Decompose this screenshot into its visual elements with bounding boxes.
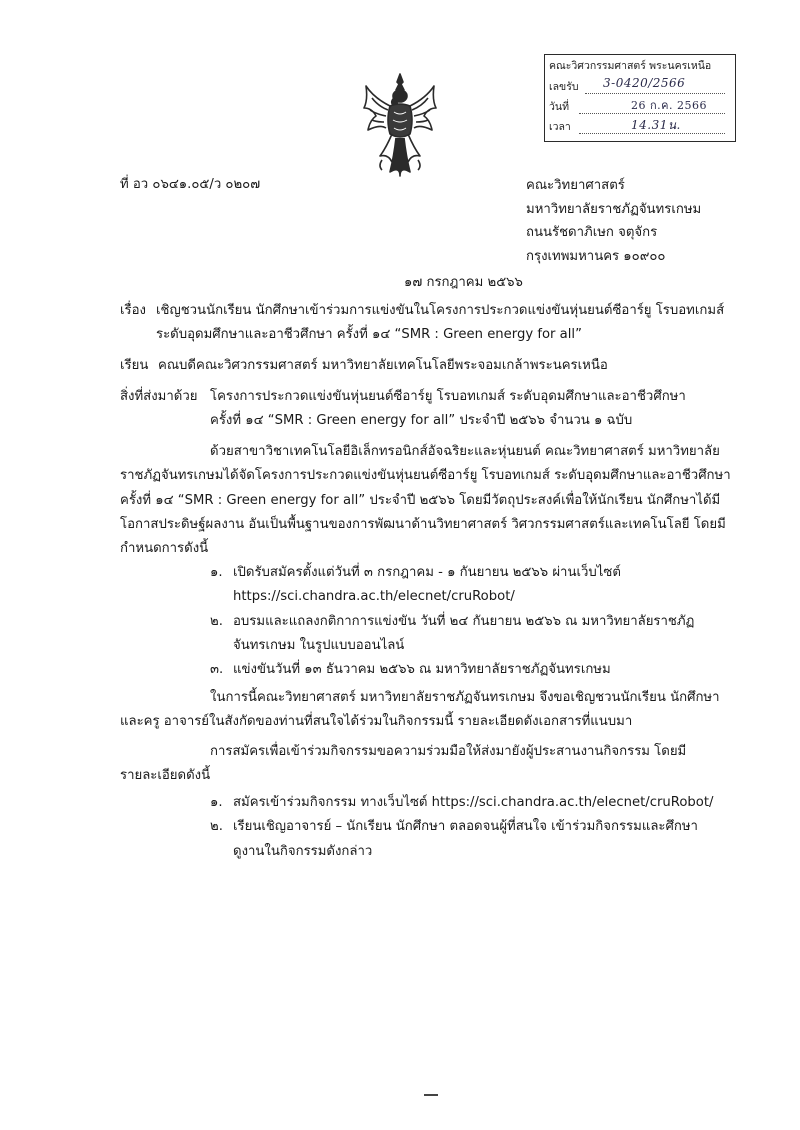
subject-line-1: เชิญชวนนักเรียน นักศึกษาเข้าร่วมการแข่งขันในโครงการประกวดแข่งขันหุ่นยนต์ซีอาร์ยู โรบอทเกมส์: [156, 303, 725, 318]
enclosure-line-1: โครงการประกวดแข่งขันหุ่นยนต์ซีอาร์ยู โรบอทเกมส์ ระดับอุดมศึกษาและอาชีวศึกษา: [210, 389, 686, 404]
stamp-date-value: 26 ก.ค. 2566: [631, 99, 707, 112]
apply-item-line: ดูงานในกิจกรรมดังกล่าว: [233, 843, 373, 859]
stamp-receive-label: เลขรับ: [549, 81, 579, 93]
body-line: การสมัครเพื่อเข้าร่วมกิจกรรมขอความร่วมมือให้ส่งมายังผู้ประสานงานกิจกรรม โดยมี: [210, 744, 687, 759]
schedule-item-line: เปิดรับสมัครตั้งแต่วันที่ ๓ กรกฎาคม - ๑ กันยายน ๒๕๖๖ ผ่านเว็บไซต์: [233, 565, 621, 580]
schedule-number: ๒.: [210, 613, 223, 629]
page-footer-mark: [424, 1094, 438, 1096]
schedule-item-line: https://sci.chandra.ac.th/elecnet/cruRobot/: [233, 589, 515, 605]
apply-item-line: เรียนเชิญอาจารย์ – นักเรียน นักศึกษา ตลอดจนผู้ที่สนใจ เข้าร่วมกิจกรรมและศึกษา: [233, 819, 698, 835]
body-line: ด้วยสาขาวิชาเทคโนโลยีอิเล็กทรอนิกส์อัจฉริยะและหุ่นยนต์ คณะวิทยาศาสตร์ มหาวิทยาลัย: [210, 444, 720, 459]
sender-line: ถนนรัชดาภิเษก จตุจักร: [526, 225, 658, 240]
subject-line-2: ระดับอุดมศึกษาและอาชีวศึกษา ครั้งที่ ๑๔ “SMR : Green energy for all”: [156, 327, 582, 342]
enclosure-label: สิ่งที่ส่งมาด้วย: [120, 389, 198, 404]
apply-number: ๑.: [210, 795, 223, 810]
schedule-item-line: อบรมและแถลงกติกาการแข่งขัน วันที่ ๒๔ กันยายน ๒๕๖๖ ณ มหาวิทยาลัยราชภัฏ: [233, 613, 695, 629]
body-line: กำหนดการดังนี้: [120, 541, 209, 557]
subject-label: เรื่อง: [120, 303, 146, 318]
apply-number: ๒.: [210, 819, 223, 835]
body-line: โอกาสประดิษฐ์ผลงาน อันเป็นพื้นฐานของการพัฒนาด้านวิทยาศาสตร์ วิศวกรรมศาสตร์และเทคโนโลยี โดยมี: [120, 516, 726, 532]
stamp-time-label: เวลา: [549, 121, 571, 133]
recipient-label: เรียน: [120, 358, 149, 373]
stamp-org: คณะวิศวกรรมศาสตร์ พระนครเหนือ: [549, 60, 712, 72]
garuda-emblem-icon: [360, 72, 440, 180]
enclosure-line-2: ครั้งที่ ๑๔ “SMR : Green energy for all” ประจำปี ๒๕๖๖ จำนวน ๑ ฉบับ: [210, 413, 633, 428]
body-line: รายละเอียดดังนี้: [120, 768, 211, 784]
body-line: ในการนี้คณะวิทยาศาสตร์ มหาวิทยาลัยราชภัฏจันทรเกษม จึงขอเชิญชวนนักเรียน นักศึกษา: [210, 690, 720, 705]
stamp-time-value: 14.31น.: [631, 118, 681, 132]
body-line: และครู อาจารย์ในสังกัดของท่านที่สนใจได้ร่วมในกิจกรรมนี้ รายละเอียดดังเอกสารที่แนบมา: [120, 714, 633, 730]
receipt-stamp: [544, 54, 736, 142]
letter-date: ๑๗ กรกฎาคม ๒๕๖๖: [404, 275, 523, 290]
stamp-date-label: วันที่: [549, 101, 569, 113]
sender-line: คณะวิทยาศาสตร์: [526, 178, 625, 193]
recipient-text: คณบดีคณะวิศวกรรมศาสตร์ มหาวิทยาลัยเทคโนโลยีพระจอมเกล้าพระนครเหนือ: [158, 358, 608, 373]
apply-item-line: สมัครเข้าร่วมกิจกรรม ทางเว็บไซต์ https://sci.chandra.ac.th/elecnet/cruRobot/: [233, 795, 714, 810]
schedule-number: ๑.: [210, 565, 223, 580]
schedule-item-line: จันทรเกษม ในรูปแบบออนไลน์: [233, 637, 405, 653]
schedule-number: ๓.: [210, 662, 224, 678]
body-line: ราชภัฏจันทรเกษมได้จัดโครงการประกวดแข่งขันหุ่นยนต์ซีอาร์ยู โรบอทเกมส์ ระดับอุดมศึกษาและอาชีวศึกษา: [120, 468, 731, 484]
sender-line: กรุงเทพมหานคร ๑๐๙๐๐: [526, 248, 666, 264]
stamp-receive-number: 3-0420/2566: [603, 76, 686, 90]
reference-number: ที่ อว ๐๖๔๑.๐๕/ว ๐๒๐๗: [120, 177, 261, 192]
body-line: ครั้งที่ ๑๔ “SMR : Green energy for all” ประจำปี ๒๕๖๖ โดยมีวัตถุประสงค์เพื่อให้นักเรียน นักศึกษาได้มี: [120, 492, 721, 508]
sender-line: มหาวิทยาลัยราชภัฏจันทรเกษม: [526, 201, 702, 217]
schedule-item-line: แข่งขันวันที่ ๑๓ ธันวาคม ๒๕๖๖ ณ มหาวิทยาลัยราชภัฏจันทรเกษม: [233, 662, 611, 678]
